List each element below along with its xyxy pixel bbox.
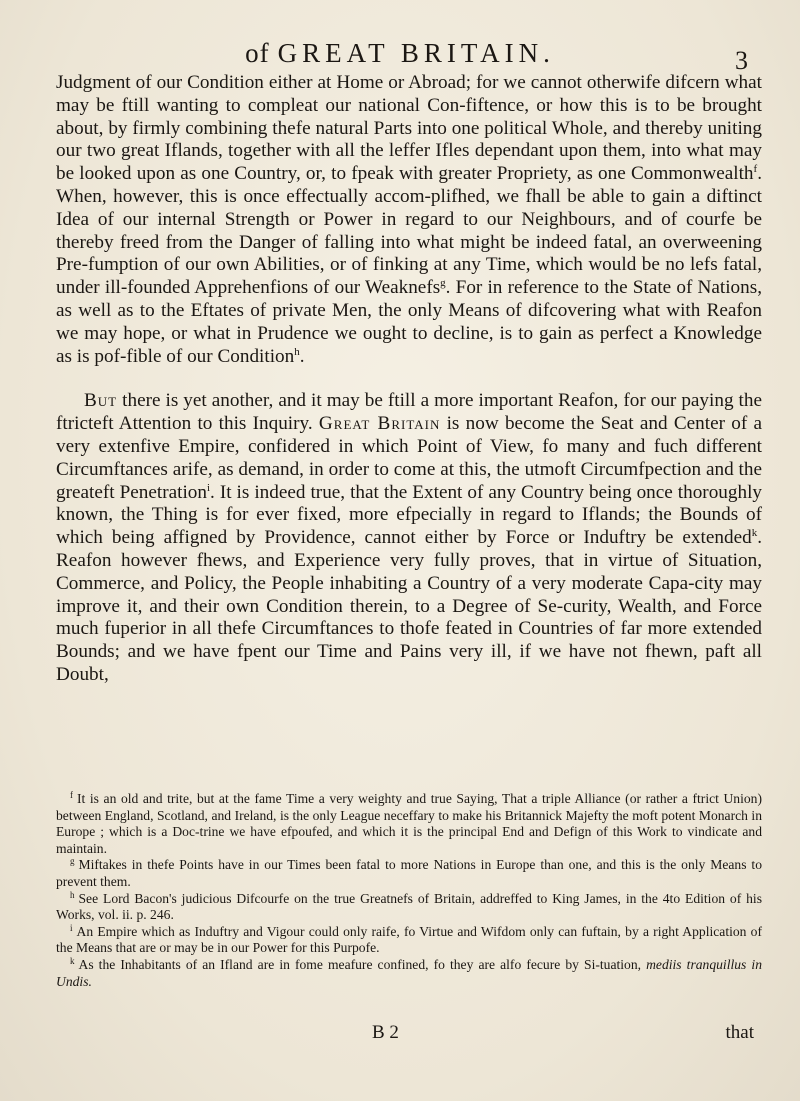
paragraph-2-text-b: is now become the Seat and Center of a very extenfive Empire, confidered in which Point of View, fo many and fuch different Circumftances arife, as demand, in order to come at this, the utmoft Circumfpection and the greateft Penetration [56,413,762,503]
catchword: that [725,1022,754,1043]
footnote-ref-g: g [440,277,446,290]
footnote-text: See Lord Bacon's judicious Difcourfe on the true Greatnefs of Britain, addreffed to King James, in the 4to Edition of his Works, vol. ii. p. 246. [56,890,762,923]
footnote-text: It is an old and trite, but at the fame Time a very weighty and true Saying, That a triple Alliance (or rather a ftrict Union) between England, Scotland, and Ireland, is the only League neceffary to make his Britannick Majefty the moft potent Monarch in Europe ; which is a Doc-trine we have efpoufed, and which it is the principal End and Defign of this Work to vindicate and maintain. [56,791,762,856]
paragraph-2-name: Great Britain [318,413,441,435]
paragraph-1-text-d: . [299,345,305,367]
running-title-prefix: of [245,38,270,68]
footnote-mark: h [70,889,75,900]
footnote-text: An Empire which as Induftry and Vigour could only raife, fo Virtue and Wifdom only can fuftain, by a right Application of the Means that are or may be in our Power for this Purpofe. [56,923,762,956]
paragraph-2-text-a: there is yet another, and it may be ftill a more important Reafon, for our paying the ftricteft Attention to this Inquiry. [56,390,762,435]
footnote-latin-quote: mediis tranquillus in Undis. [56,956,762,989]
running-title-text: GREAT BRITAIN. [277,38,555,68]
paragraph-2-text-c: . It is indeed true, that the Extent of any Country being once thoroughly known, the Thing is for ever fixed, more efpecially in regard to Iflands; the Bounds of which being affigned by Providence, cannot either by Force or Induftry be extended [56,481,762,549]
footnote-k [56,957,762,990]
paragraph-1-text-a: Judgment of our Condition either at Home or Abroad; for we cannot otherwife difcern what may be ftill wanting to compleat our national Con-fiftence, or how this is to be brought about, by firmly combining thefe natural Parts into one political Whole, and thereby uniting our two great Iflands, together with all the leffer Ifles dependant upon them, into what may be looked upon as one Country, or, to fpeak with greater Propriety, as one Commonwealth [56,72,762,185]
footnote-i [56,924,762,957]
footnote-ref-k: k [751,527,758,540]
footnote-f [56,791,762,857]
footnote-ref-h: h [294,345,300,358]
footnote-mark: g [70,856,75,867]
paragraph-1-text-c: . For in reference to the State of Nations, as well as to the Eftates of private Men, the only Means of difcovering what with Reafon we may hope, or what in Prudence we ought to decline, is to gain as perfect a Knowledge as is pof-fible of our Condition [56,277,762,367]
footnote-mark: f [70,790,73,800]
signature-mark: B 2 [372,1022,399,1043]
footnotes [56,791,762,990]
footnote-ref-i: i [206,481,211,494]
page-foot [0,1022,800,1046]
paragraph-2-text-d: . Reafon however fhews, and Experience very fully proves, that in virtue of Situation, Commerce, and Policy, the People inhabiting a Country of a very moderate Capa-city may improve it, and their own Condition therein, to a Degree of Se-curity, Wealth, and Force much fuperior in all thefe Circumftances to thofe feated in Countries of far more extended Bounds; and we have fpent our Time and Pains very ill, if we have not fhewn, paft all Doubt, [56,527,762,685]
paragraph-1-text-b: . When, however, this is once effectually accom-plifhed, we fhall be able to gain a diftinct Idea of our internal Strength or Power in regard to our Neighbours, and of courfe be thereby freed from the Danger of falling into what might be indeed fatal, an overweening Pre-fumption of our own Abilities, or of finking at any Time, which would be no lefs fatal, under ill-founded Apprehenfions of our Weaknefs [56,163,762,299]
running-title [0,38,800,69]
main-text [56,72,762,687]
paragraph-1 [56,72,762,368]
footnote-g [56,857,762,890]
footnote-text: As the Inhabitants of an Ifland are in fome meafure confined, fo they are alfo fecure by Si-tuation, [78,956,647,972]
paragraph-2 [56,390,762,686]
footnote-h [56,891,762,924]
running-head [0,38,800,74]
paragraph-2-lead: But [84,390,118,412]
footnote-ref-f: f [753,163,758,176]
page-number: 3 [735,46,748,75]
footnote-text: Miftakes in thefe Points have in our Times been fatal to more Nations in Europe than one, and this is the only Means to prevent them. [56,857,762,889]
footnote-mark: k [70,955,75,966]
footnote-mark: i [70,922,73,933]
